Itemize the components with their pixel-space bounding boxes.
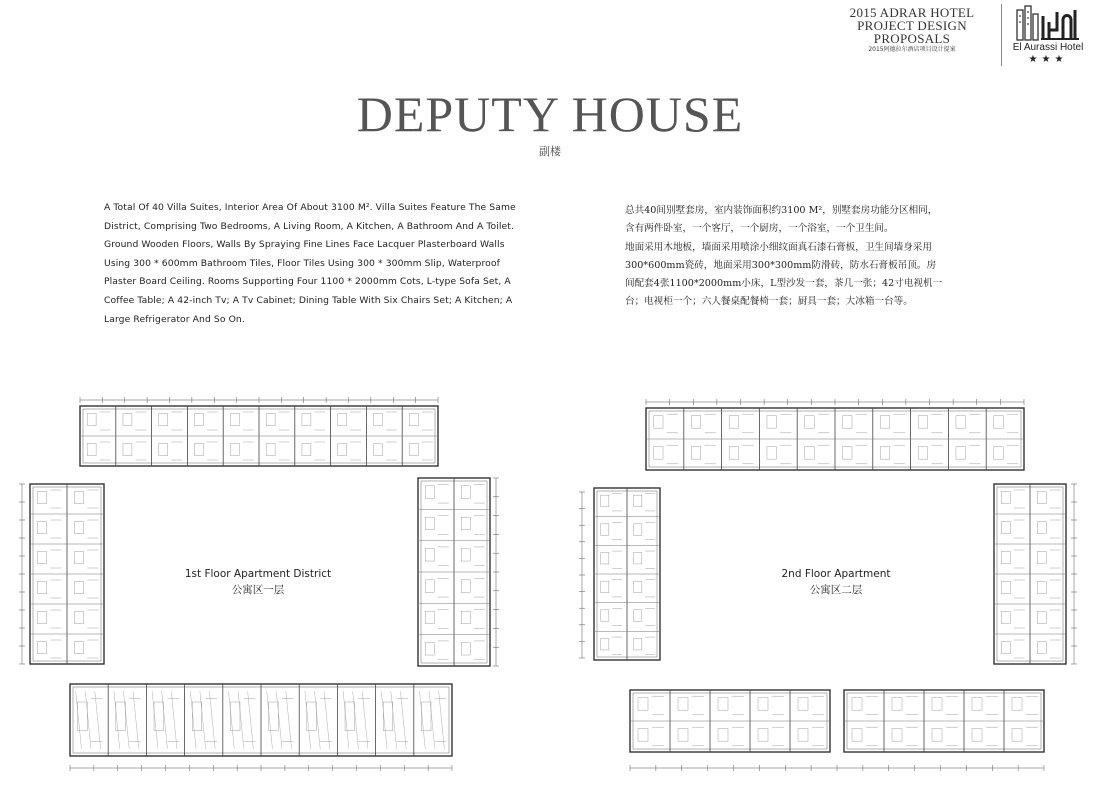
plan-2-left-dimension-line (579, 492, 585, 658)
header-line-2: PROJECT DESIGN (857, 18, 967, 33)
plan-2-bottom-dimension-line (630, 765, 1044, 771)
plan-2-east-wing (994, 484, 1066, 664)
plan-2-south-wing-east (844, 690, 1044, 752)
header-project-title (832, 6, 992, 54)
header-divider (1001, 4, 1002, 66)
description-en-paragraph-1: A Total Of 40 Villa Suites, Interior Area Of About 3100 M². Villa Suites Feature The Same District, Comprising Two Bedrooms, A Living Room, A Kitchen, A Bathroom And A Toilet. (104, 202, 516, 232)
plan-2-south-wing-west (630, 690, 830, 752)
header-subline: 2015阿德拉尔酒店项目设计提案 (868, 46, 956, 53)
plan-1-left-dimension-line (19, 484, 25, 664)
description-cn-paragraph-1: 总共40间别墅套房，室内装饰面积约3100 M²，别墅套房功能分区相同，含有两件卧室，一个客厅，一个厨房，一个浴室，一个卫生间。 (625, 205, 938, 235)
plan-1-north-wing (80, 406, 438, 466)
description-en-paragraph-2: Ground Wooden Floors, Walls By Spraying Fine Lines Face Lacquer Plasterboard Walls Using 300 * 600mm Bathroom Tiles, Floor Tiles Using 300 * 300mm Slip, Waterproof Plaster Board Ceiling. Rooms Supporting Four 1100 * 2000mm Cots, L-type Sofa Set, A Coffee Table; A 42-inch Tv; A Tv Cabinet; Dining Table With Six Chairs Set; A Kitchen; A Large Refrigerator And So On. (104, 239, 513, 325)
plan-2-top-dimension-line (646, 399, 1024, 405)
description-chinese (625, 202, 943, 312)
plan-1-right-dimension-line (493, 478, 499, 666)
floor-plan-1 (18, 396, 500, 780)
header-line-3: PROPOSALS (873, 31, 951, 46)
page-subtitle: 副楼 (539, 145, 561, 158)
floor-plan-2-label (746, 566, 926, 598)
plan-2-west-wing (594, 488, 660, 660)
plan-1-top-dimension-line (80, 397, 438, 403)
description-cn-paragraph-2: 地面采用木地板，墙面采用喷涂小细纹面真石漆石膏板，卫生间墙身采用300*600mm瓷砖，地面采用300*300mm防滑砖，防水石膏板吊顶。房间配套4张1100*2000mm小床，L型沙发一套，茶几一张；42寸电视机一台；电视柜一个；六人餐桌配餐椅一套；厨具一套；大冰箱一台等。 (625, 241, 943, 308)
plan-1-east-wing (418, 478, 490, 666)
hotel-building-logo-icon (1013, 2, 1083, 42)
floor-plan-1-label (168, 566, 348, 598)
floor-plan-2-label-cn: 公寓区二层 (809, 584, 863, 596)
plan-1-west-wing (30, 484, 104, 664)
floor-plan-2 (576, 396, 1080, 784)
floor-plan-1-label-cn: 公寓区一层 (231, 584, 285, 596)
floor-plan-1-label-en: 1st Floor Apartment District (184, 568, 332, 580)
description-english (104, 199, 518, 329)
header-line-1: 2015 ADRAR HOTEL (849, 5, 975, 20)
plan-2-right-dimension-line (1071, 484, 1077, 664)
plan-1-south-wing (70, 684, 452, 756)
logo-stars: ★★★ (1028, 54, 1068, 65)
page-title: DEPUTY HOUSE (356, 86, 744, 142)
floor-plan-2-label-en: 2nd Floor Apartment (781, 568, 891, 580)
hotel-logo (1006, 2, 1090, 72)
plan-1-bottom-dimension-line (70, 765, 452, 771)
plan-2-north-wing (646, 408, 1024, 470)
logo-name: El Aurassi Hotel (1012, 42, 1084, 53)
